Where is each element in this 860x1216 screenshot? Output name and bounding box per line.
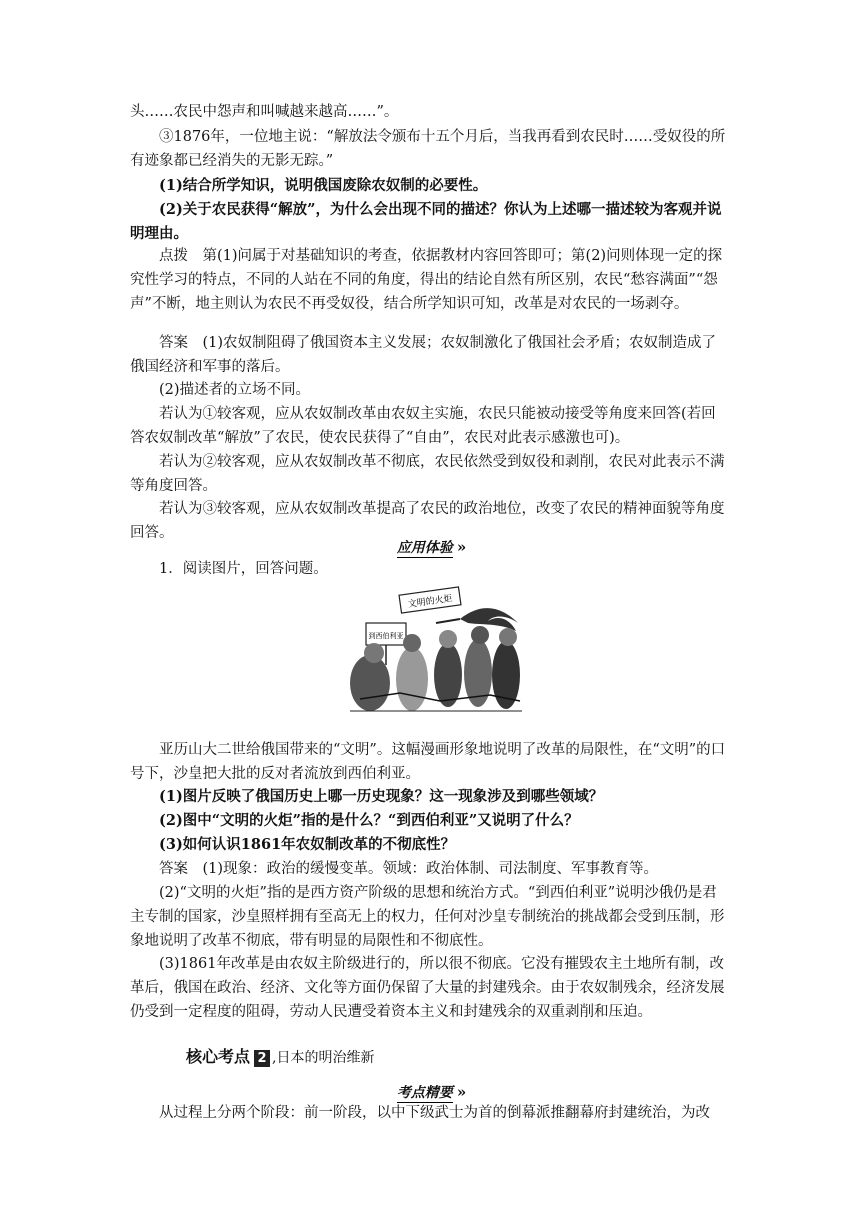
sign-label: 到西伯利亚 xyxy=(368,632,404,640)
section-heading-text: 应用体验 xyxy=(396,540,453,556)
answer-paragraph: 答案 (1)现象：政治的缓慢变革。领域：政治体制、司法制度、军事教育等。 xyxy=(159,861,659,877)
answer-paragraph: 答案 (1)农奴制阻碍了俄国资本主义发展；农奴制激化了俄国社会矛盾；农奴制造成了俄国经济和军事的落后。 xyxy=(130,335,717,375)
torch-label: 文明的火炬 xyxy=(407,593,454,611)
answer-paragraph: (2)“文明的火炬”指的是西方资产阶级的思想和统治方式。“到西伯利亚”说明沙俄仍是君主专制的国家，沙皇照样拥有至高无上的权力，任何对沙皇专制统治的挑战都会受到压制，形象地说明了改革不彻底，带有明显的局限性和不彻底性。 xyxy=(130,885,725,949)
core-topic-heading xyxy=(186,1044,374,1067)
caption-paragraph: 亚历山大二世给俄国带来的“文明”。这幅漫画形象地说明了改革的局限性，在“文明”的口号下，沙皇把大批的反对者流放到西伯利亚。 xyxy=(130,742,726,782)
paragraph: 从过程上分两个阶段：前一阶段，以中下级武士为首的倒幕派推翻幕府封建统治，为改 xyxy=(159,1105,710,1121)
question: (1)结合所学知识，说明俄国废除农奴制的必要性。 xyxy=(159,177,488,194)
paragraph: 头……农民中怨声和叫喊越来越高……”。 xyxy=(130,104,399,120)
paragraph: ③1876年，一位地主说：“解放法令颁布十五个月后，当我再看到农民时……受奴役的所有迹象都已经消失的无影无踪。” xyxy=(130,129,726,169)
answer-paragraph: (3)1861年改革是由农奴主阶级进行的，所以很不彻底。它没有摧毁农主土地所有制，改革后，俄国在政治、经济、文化等方面仍保留了大量的封建残余。由于农奴制残余，经济发展仍受到一定程度的阻碍，劳动人民遭受着资本主义和封建残余的双重剥削和压迫。 xyxy=(130,956,725,1020)
core-topic-subtitle: ,日本的明治维新 xyxy=(272,1050,375,1066)
cartoon-image xyxy=(340,583,532,723)
hint-paragraph: 点拨 第(1)问属于对基础知识的考查，依据教材内容回答即可；第(2)问则体现一定的探究性学习的特点，不同的人站在不同的角度，得出的结论自然有所区别，农民“愁容满面”“怨声”不断，地主则认为农民不再受奴役，结合所学知识可知，改革是对农民的一场剥夺。 xyxy=(130,248,723,312)
question: (2)图中“文明的火炬”指的是什么？“到西伯利亚”又说明了什么？ xyxy=(159,812,579,829)
topic-number-badge: 2 xyxy=(254,1050,270,1067)
exercise-title: 1．阅读图片，回答问题。 xyxy=(159,561,328,577)
question: (1)图片反映了俄国历史上哪一历史现象？这一现象涉及到哪些领域？ xyxy=(159,788,604,805)
answer-paragraph: 若认为②较客观，应从农奴制改革不彻底，农民依然受到奴役和剥削，农民对此表示不满等角度回答。 xyxy=(130,454,725,494)
section-heading xyxy=(0,1082,860,1102)
core-topic-title: 核心考点 xyxy=(186,1047,251,1066)
answer-paragraph: (2)描述者的立场不同。 xyxy=(159,382,311,398)
answer-paragraph: 若认为③较客观，应从农奴制改革提高了农民的政治地位，改变了农民的精神面貌等角度回答。 xyxy=(130,501,725,541)
section-heading xyxy=(0,537,860,557)
section-heading-text: 考点精要 xyxy=(396,1085,453,1101)
question: (3)如何认识1861年农奴制改革的不彻底性？ xyxy=(159,836,456,853)
double-chevron-icon: » xyxy=(456,1083,464,1101)
double-chevron-icon: » xyxy=(456,538,464,556)
answer-paragraph: 若认为①较客观，应从农奴制改革由农奴主实施，农民只能被动接受等角度来回答(若回答农奴制改革“解放”了农民，使农民获得了“自由”，农民对此表示感激也可)。 xyxy=(130,406,716,446)
question: (2)关于农民获得“解放”，为什么会出现不同的描述？你认为上述哪一描述较为客观并说明理由。 xyxy=(130,201,722,242)
